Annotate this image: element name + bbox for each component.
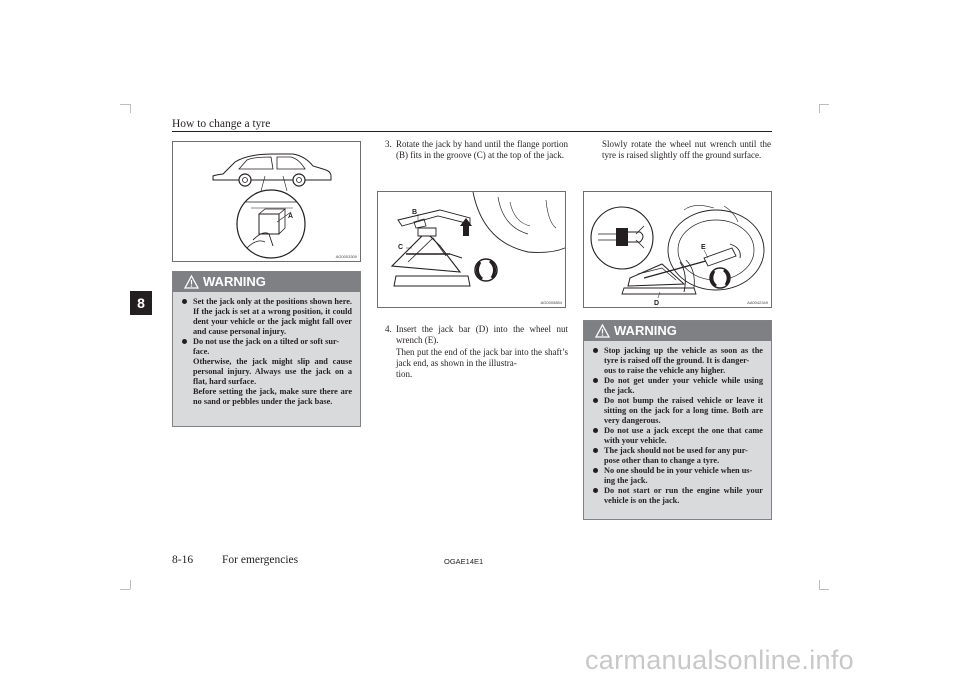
crop-mark (120, 104, 130, 105)
step-4 (385, 324, 568, 380)
warning-item: The jack should not be used for any pur- pose other than to change a tyre. (592, 446, 763, 466)
callout-b: B (412, 209, 418, 216)
step-text: Rotate the jack by hand until the flange portion (B) fits in the groove (C) at the top of the jack. (396, 139, 568, 161)
step-number: 3. (385, 139, 392, 149)
crop-mark (120, 589, 130, 590)
crop-mark (819, 104, 829, 105)
warning-header (584, 321, 771, 341)
warning-item: Set the jack only at the positions shown here. If the jack is set at a wrong position, it could dent your vehicle or the jack might fall over and cause personal injury. (181, 297, 352, 337)
warning-list (173, 292, 360, 413)
warning-title: WARNING (203, 274, 266, 289)
figure-jack-bar (583, 191, 772, 308)
warning-item: Stop jacking up the vehicle as soon as the tyre is raised off the ground. It is danger- ous to raise the vehicle any higher. (592, 346, 763, 376)
step-text: Insert the jack bar (D) into the wheel nut wrench (E). Then put the end of the jack bar into the shaft’s jack end, as shown in the illustra- tion. (396, 324, 568, 380)
warning-item: Do not get under your vehicle while using the jack. (592, 376, 763, 396)
jack-bar-illustration (584, 192, 772, 308)
warning-item: Do not use the jack on a tilted or soft sur- face. Otherwise, the jack might slip and cause personal injury. Always use the jack on a flat, hard surface. Before setting the jack, make sure there are no sand or pebbles under the jack base. (181, 337, 352, 407)
header-rule (172, 131, 772, 132)
crop-mark (819, 589, 829, 590)
page-header-title: How to change a tyre (172, 118, 271, 130)
warning-header (173, 272, 360, 292)
callout-a: A (288, 213, 294, 220)
callout-c: C (398, 244, 404, 251)
figure-code: AA0042349 (747, 300, 768, 305)
right-intro-text: Slowly rotate the wheel nut wrench until the tyre is raised slightly off the ground surface. (602, 139, 771, 161)
figure-jack-flange (377, 191, 566, 308)
figure-code: AG0003300 (335, 254, 357, 259)
crop-mark (819, 580, 820, 589)
watermark: carmanualsonline.info (585, 645, 854, 675)
step-number: 4. (385, 324, 392, 334)
warning-item: Do not bump the raised vehicle or leave it sitting on the jack for a long time. Both are very dangerous. (592, 396, 763, 426)
warning-triangle-icon (595, 324, 610, 338)
warning-item: Do not use a jack except the one that came with your vehicle. (592, 426, 763, 446)
step-3 (385, 139, 568, 162)
warning-item: No one should be in your vehicle when us- ing the jack. (592, 466, 763, 486)
callout-e: E (701, 244, 706, 251)
jack-flange-illustration (378, 192, 566, 308)
footer-page-number: 8-16 (172, 554, 194, 566)
warning-title: WARNING (614, 323, 677, 338)
warning-triangle-icon (184, 275, 199, 289)
figure-code: AG0005854 (540, 300, 562, 305)
footer-doc-code: OGAE14E1 (444, 557, 484, 566)
warning-list (584, 341, 771, 512)
warning-box-jack-placement (172, 271, 361, 427)
warning-box-jacking-safety (583, 320, 772, 520)
crop-mark (819, 104, 820, 113)
crop-mark (130, 580, 131, 589)
crop-mark (130, 104, 131, 113)
chapter-tab: 8 (130, 291, 152, 315)
callout-d: D (654, 300, 660, 307)
figure-jack-position (172, 141, 361, 262)
footer-section-title: For emergencies (222, 554, 299, 566)
car-jack-point-illustration (173, 142, 361, 262)
warning-item: Do not start or run the engine while your vehicle is on the jack. (592, 486, 763, 506)
